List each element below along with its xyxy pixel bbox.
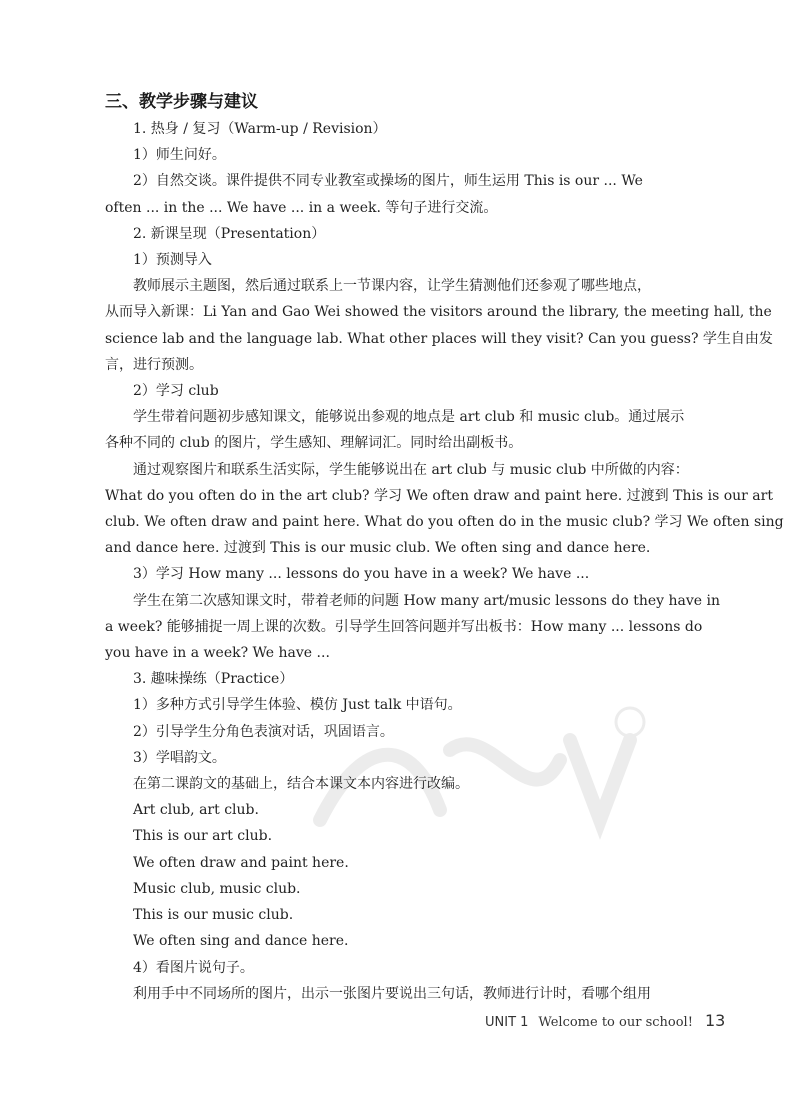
step2-item2-para2-line2: What do you often do in the art club? 学习 We often draw and paint here. 过渡到 This is our art xyxy=(105,487,773,504)
step2-item1-para-line2: 从而导入新课：Li Yan and Gao Wei showed the visitors around the library, the meeting hall, the xyxy=(105,304,772,321)
step2-item1-para-line4: 言，进行预测。 xyxy=(105,356,203,373)
step2-item1: 1）预测导入 xyxy=(133,252,212,269)
step1-item2-line1: 2）自然交谈。课件提供不同专业教室或操场的图片，师生运用 This is our ... We xyxy=(133,173,643,190)
step3-item4-para: 利用手中不同场所的图片，出示一张图片要说出三句话，教师进行计时，看哪个组用 xyxy=(133,985,651,1002)
footer-unit: UNIT 1 xyxy=(485,1015,529,1030)
step2-item2-para-line2: 各种不同的 club 的图片，学生感知、理解词汇。同时给出副板书。 xyxy=(105,435,523,452)
document-body xyxy=(105,88,784,1007)
step2-item1-para-line3: science lab and the language lab. What other places will they visit? Can you guess? 学生自由发 xyxy=(105,330,773,347)
step1-item2-line2: often ... in the ... We have ... in a week. 等句子进行交流。 xyxy=(105,199,498,216)
page-footer xyxy=(485,1009,725,1033)
chant-line-3: We often draw and paint here. xyxy=(133,854,349,871)
chant-line-5: This is our music club. xyxy=(133,907,294,924)
chant-line-4: Music club, music club. xyxy=(133,880,301,897)
step3-item3-para: 在第二课韵文的基础上，结合本课文本内容进行改编。 xyxy=(133,776,469,793)
chant-line-6: We often sing and dance here. xyxy=(133,933,349,950)
step2-item3-para-line3: you have in a week? We have ... xyxy=(105,645,330,662)
step3-item2: 2）引导学生分角色表演对话，巩固语言。 xyxy=(133,723,394,740)
footer-unit-title: Welcome to our school! xyxy=(538,1015,693,1030)
step2-item3-para-line1: 学生在第二次感知课文时，带着老师的问题 How many art/music lessons do they have in xyxy=(133,592,720,609)
step2-item2-para2-line4: and dance here. 过渡到 This is our music club. We often sing and dance here. xyxy=(105,540,651,557)
step2-item2: 2）学习 club xyxy=(133,383,219,400)
step2-item2-para-line1: 学生带着问题初步感知课文，能够说出参观的地点是 art club 和 music club。通过展示 xyxy=(133,409,685,426)
page-number: 13 xyxy=(704,1011,726,1030)
step1-heading: 1. 热身 / 复习（Warm-up / Revision） xyxy=(133,121,387,137)
chant-line-1: Art club, art club. xyxy=(133,802,259,819)
step2-item3: 3）学习 How many ... lessons do you have in a week? We have ... xyxy=(133,566,590,583)
step3-heading: 3. 趣味操练（Practice） xyxy=(133,671,294,688)
step3-item4: 4）看图片说句子。 xyxy=(133,959,254,976)
step3-item3: 3）学唱韵文。 xyxy=(133,749,226,766)
step3-item1: 1）多种方式引导学生体验、模仿 Just talk 中语句。 xyxy=(133,697,462,714)
step2-item2-para2-line1: 通过观察图片和联系生活实际，学生能够说出在 art club 与 music club 中所做的内容： xyxy=(133,461,689,478)
step2-item3-para-line2: a week? 能够捕捉一周上课的次数。引导学生回答问题并写出板书：How many ... lessons do xyxy=(105,618,703,635)
chant-line-2: This is our art club. xyxy=(133,828,273,845)
step2-item1-para-line1: 教师展示主题图，然后通过联系上一节课内容，让学生猜测他们还参观了哪些地点， xyxy=(133,278,651,295)
step1-item1: 1）师生问好。 xyxy=(133,147,226,164)
step2-item2-para2-line3: club. We often draw and paint here. What do you often do in the music club? 学习 We often sing xyxy=(105,514,784,531)
step2-heading: 2. 新课呈现（Presentation） xyxy=(133,225,326,242)
section-title: 三、教学步骤与建议 xyxy=(105,92,258,112)
